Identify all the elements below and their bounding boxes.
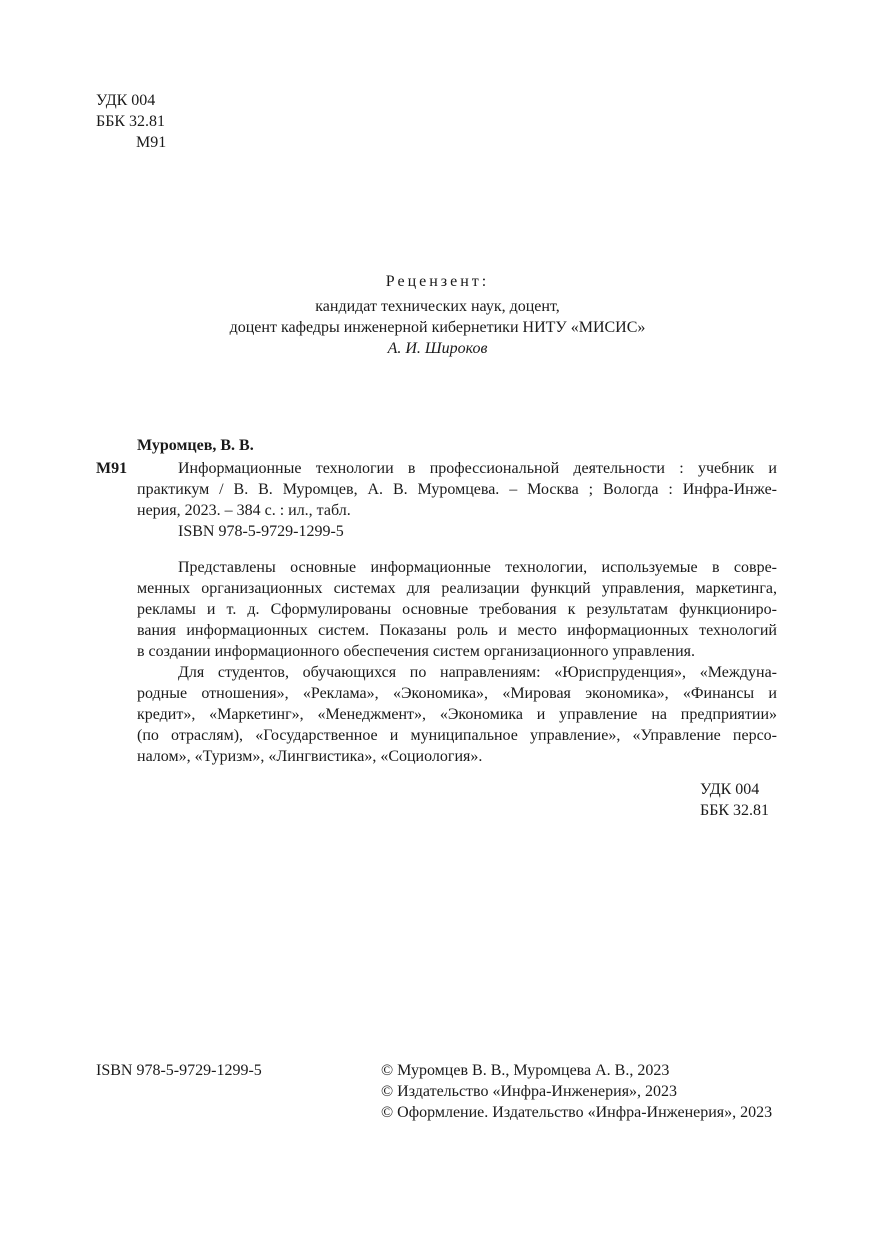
biblio-line: нерия, 2023. – 384 с. : ил., табл. bbox=[137, 502, 351, 519]
record-isbn: ISBN 978-5-9729-1299-5 bbox=[178, 523, 344, 540]
copyright-line: © Оформление. Издательство «Инфра-Инженерия», 2023 bbox=[381, 1104, 773, 1121]
copyright-notices bbox=[381, 1060, 772, 1123]
biblio-line: практикум / В. В. Муромцев, А. В. Муромцева. – Москва ; Вологда : Инфра-Инже- bbox=[137, 481, 777, 498]
bbk-code: ББК 32.81 bbox=[96, 113, 166, 130]
author-mark: М91 bbox=[136, 134, 167, 151]
abstract-line: (по отраслям), «Государственное и муниципальное управление», «Управление персо- bbox=[137, 727, 777, 744]
bbk-code: ББК 32.81 bbox=[700, 802, 770, 819]
abstract-line: Представлены основные информационные технологии, используемые в совре- bbox=[178, 559, 777, 576]
udk-code: УДК 004 bbox=[96, 92, 156, 109]
abstract-line: рекламы и т. д. Сформулированы основные требования к результатам функциониро- bbox=[137, 601, 777, 618]
reviewer-name: А. И. Широков bbox=[387, 340, 488, 357]
reviewer-degree: кандидат технических наук, доцент, bbox=[315, 298, 560, 315]
abstract-line: родные отношения», «Реклама», «Экономика», «Мировая экономика», «Финансы и bbox=[137, 685, 777, 702]
abstract-line: вания информационных систем. Показаны роль и место информационных технологий bbox=[137, 622, 777, 639]
abstract-line: налом», «Туризм», «Лингвистика», «Социология». bbox=[137, 748, 483, 765]
copyright-line: © Муромцев В. В., Муромцева А. В., 2023 bbox=[381, 1062, 670, 1079]
record-code: М91 bbox=[96, 460, 128, 477]
abstract-line: Для студентов, обучающихся по направлениям: «Юриспруденция», «Междуна- bbox=[178, 664, 777, 681]
bibliographic-description bbox=[137, 458, 777, 521]
udk-code: УДК 004 bbox=[700, 781, 760, 798]
bottom-classification bbox=[700, 779, 769, 821]
abstract-line: в создании информационного обеспечения систем организационного управления. bbox=[137, 643, 696, 660]
top-classification bbox=[96, 90, 166, 153]
author-heading: Муромцев, В. В. bbox=[137, 437, 254, 454]
abstract-line: кредит», «Маркетинг», «Менеджмент», «Экономика и управление на предприятии» bbox=[137, 706, 777, 723]
reviewer-position: доцент кафедры инженерной кибернетики НИТУ «МИСИС» bbox=[229, 319, 646, 336]
copyright-line: © Издательство «Инфра-Инженерия», 2023 bbox=[381, 1083, 678, 1100]
biblio-line: Информационные технологии в профессиональной деятельности : учебник и bbox=[178, 460, 777, 477]
abstract bbox=[137, 557, 777, 767]
reviewer-title: Рецензент: bbox=[385, 273, 490, 290]
abstract-line: менных организационных системах для реализации функций управления, маркетинга, bbox=[137, 580, 777, 597]
reviewer-block bbox=[0, 271, 875, 359]
footer-isbn: ISBN 978-5-9729-1299-5 bbox=[96, 1062, 262, 1079]
